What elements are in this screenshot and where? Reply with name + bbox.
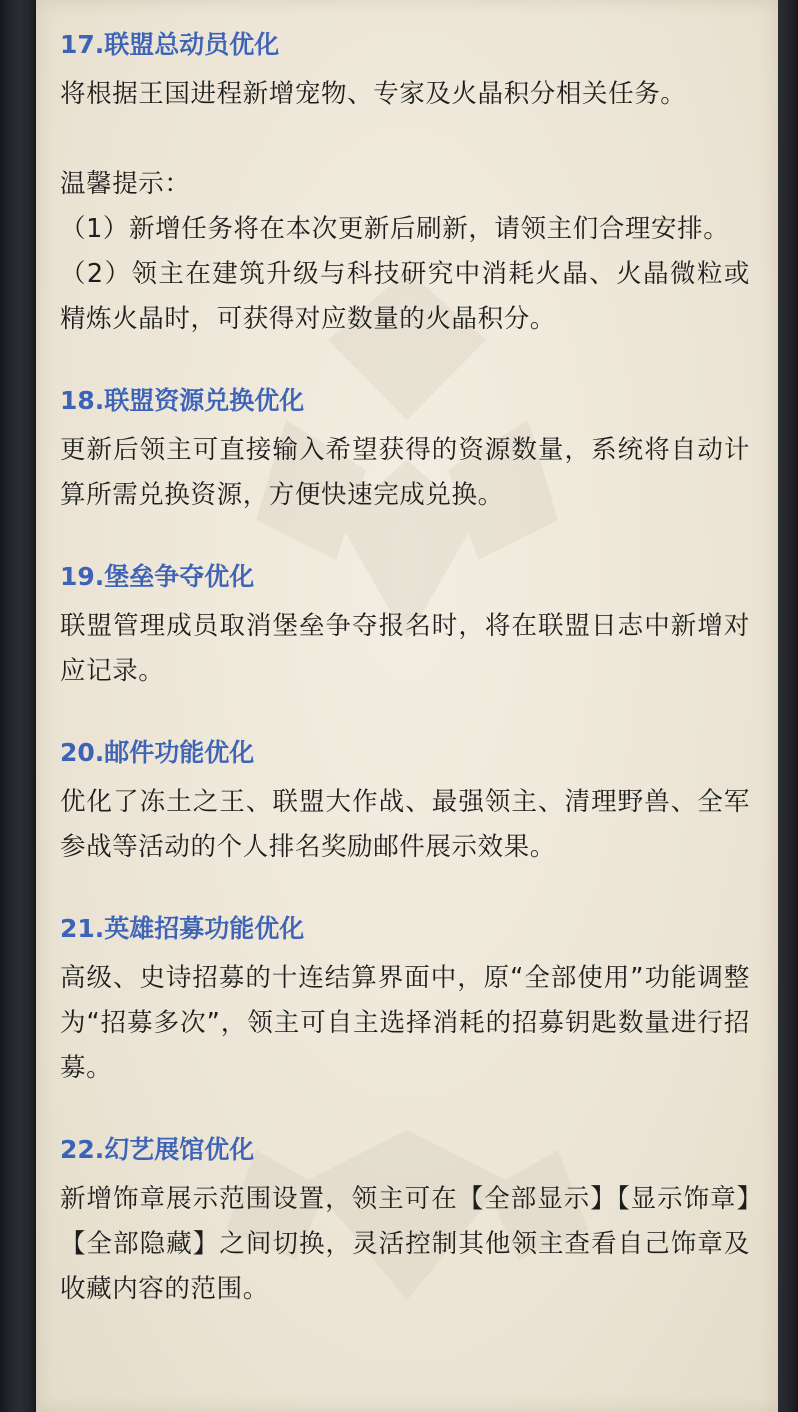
section-heading: 18.联盟资源兑换优化 [60,386,305,415]
section-heading: 20.邮件功能优化 [60,738,255,767]
parchment-panel [36,0,778,1412]
section-heading: 21.英雄招募功能优化 [60,914,305,943]
section-17 [60,28,750,342]
section-21 [60,912,750,1091]
section-paragraph: 联盟管理成员取消堡垒争夺报名时，将在联盟日志中新增对应记录。 [60,611,750,686]
section-19 [60,560,750,694]
section-heading: 22.幻艺展馆优化 [60,1135,255,1164]
tip-item: （1）新增任务将在本次更新后刷新，请领主们合理安排。 [60,214,730,244]
section-paragraph: 将根据王国进程新增宠物、专家及火晶积分相关任务。 [60,79,687,109]
section-heading: 19.堡垒争夺优化 [60,562,255,591]
section-paragraph: 更新后领主可直接输入希望获得的资源数量，系统将自动计算所需兑换资源，方便快速完成兑换。 [60,435,750,510]
section-paragraph: 高级、史诗招募的十连结算界面中，原“全部使用”功能调整为“招募多次”，领主可自主选择消耗的招募钥匙数量进行招募。 [60,963,750,1083]
section-18 [60,384,750,518]
section-heading: 17.联盟总动员优化 [60,30,280,59]
spacer [60,117,750,162]
section-paragraph: 优化了冻土之王、联盟大作战、最强领主、清理野兽、全军参战等活动的个人排名奖励邮件展示效果。 [60,787,750,862]
section-paragraph: 新增饰章展示范围设置，领主可在【全部显示】【显示饰章】【全部隐藏】之间切换，灵活控制其他领主查看自己饰章及收藏内容的范围。 [60,1184,750,1304]
tips-label: 温馨提示： [60,169,191,199]
tip-item: （2）领主在建筑升级与科技研究中消耗火晶、火晶微粒或精炼火晶时，可获得对应数量的火晶积分。 [60,259,750,334]
section-22 [60,1133,750,1312]
section-20 [60,736,750,870]
patch-notes-content [60,28,750,1312]
